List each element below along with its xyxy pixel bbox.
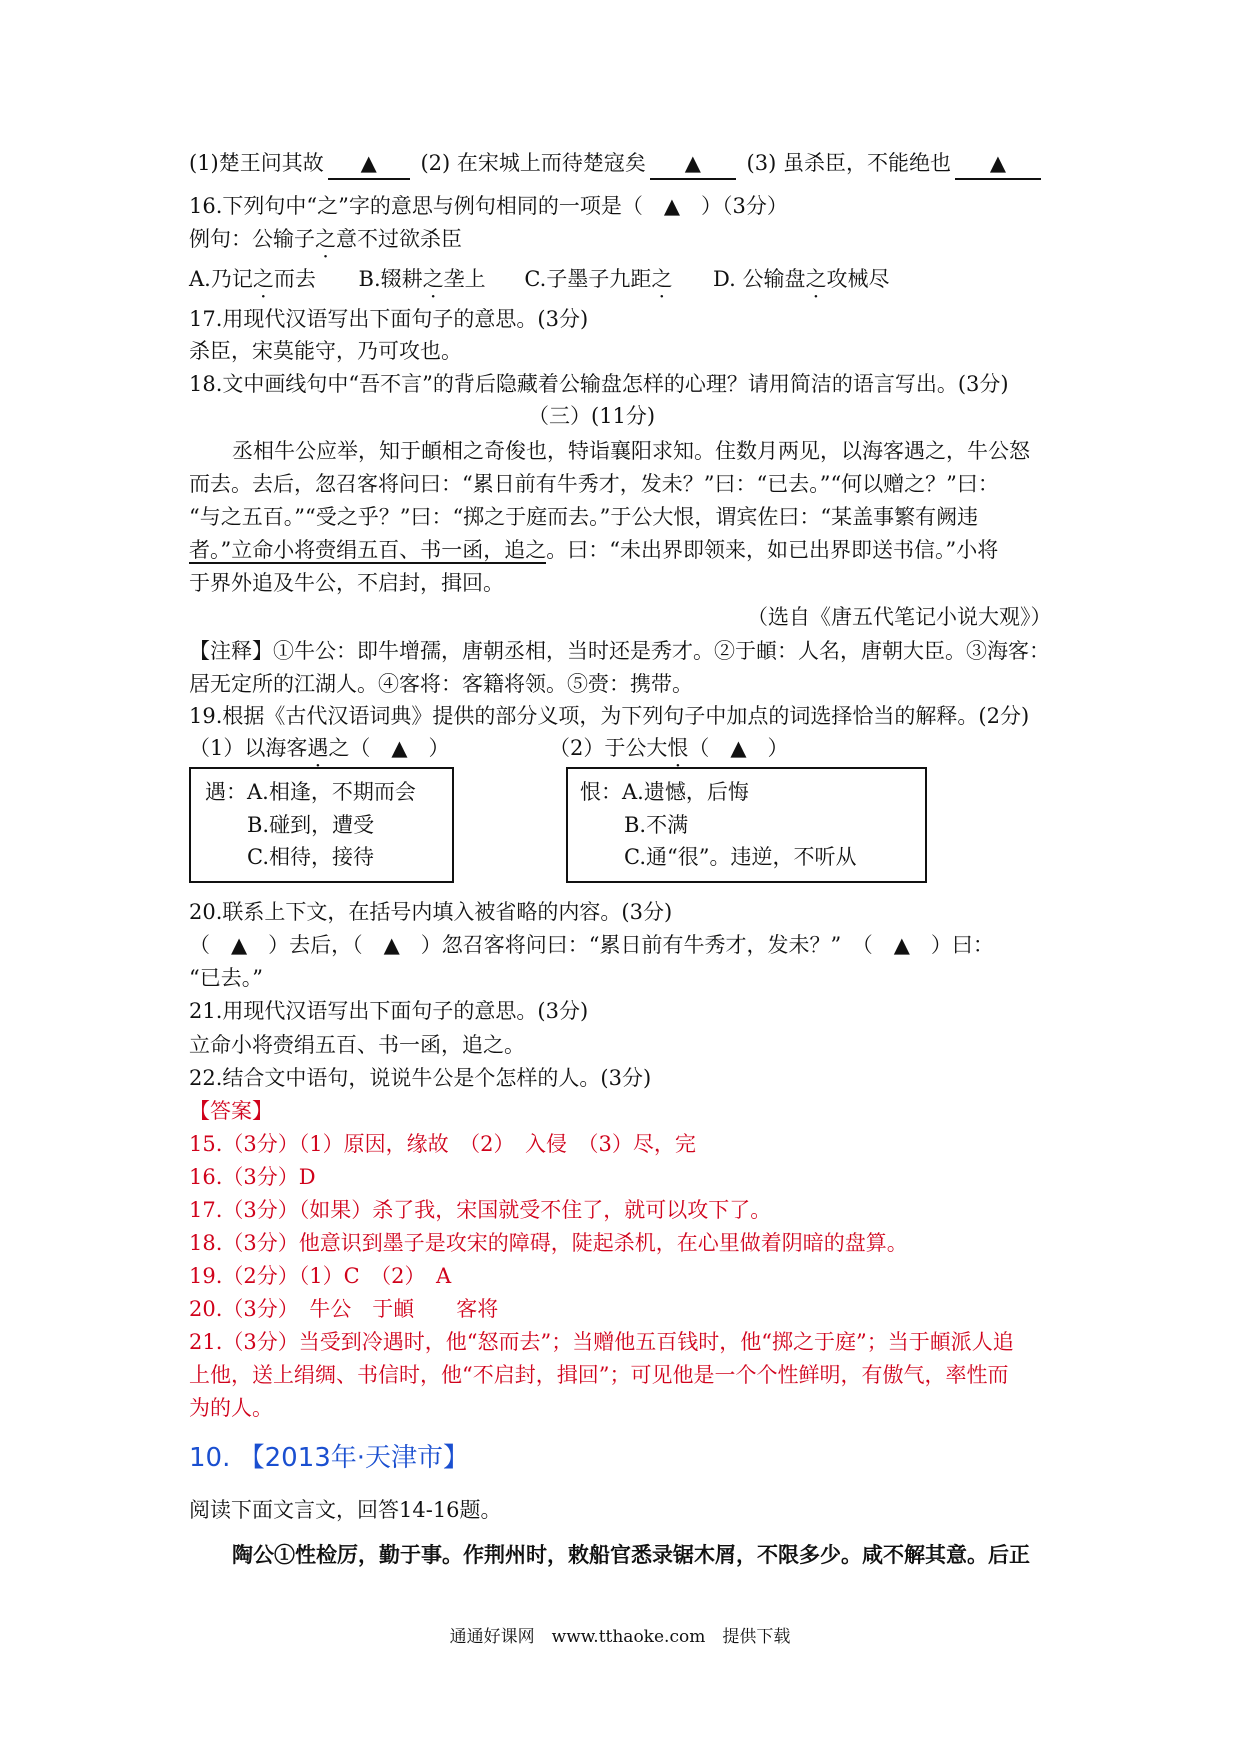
definition-line: C.相待，接待	[247, 845, 374, 869]
answer-line: 18.（3分）他意识到墨子是攻宋的障碍，陡起杀机，在心里做着阴暗的盘算。	[189, 1231, 908, 1255]
q15-fill-line	[189, 148, 1045, 180]
passage-line: 陶公①性检厉，勤于事。作荆州时，敕船官悉录锯木屑，不限多少。咸不解其意。后正	[232, 1542, 1030, 1567]
option-c: C.子墨子九距之	[524, 267, 673, 291]
q15-item-2: (2) 在宋城上而待楚寇矣	[420, 151, 646, 175]
answer-line: 20.（3分） 牛公 于頔 客将	[189, 1297, 499, 1321]
definition-box-yu	[189, 767, 454, 883]
q20-stem: 20.联系上下文，在括号内填入被省略的内容。(3分)	[189, 900, 673, 924]
section-heading: 10. 【2013年·天津市】	[189, 1443, 470, 1473]
underlined-sentence: 者。”立命小将赍绢五百、书一函，追之	[189, 538, 547, 562]
q20-line: “已去。”	[189, 966, 263, 990]
q18-stem: 18.文中画线句中“吾不言”的背后隐藏着公输盘怎样的心理？请用简洁的语言写出。(3分)	[189, 372, 1009, 396]
q21-sentence: 立命小将赍绢五百、书一函，追之。	[189, 1033, 525, 1057]
answer-line: 16.（3分）D	[189, 1165, 316, 1189]
definition-line: C.通“很”。违逆，不听从	[624, 845, 857, 869]
q20-line: （ ▲ ）去后，（ ▲ ）忽召客将问曰：“累日前有牛秀才，发未？” （ ▲ ）曰：	[189, 933, 994, 957]
page-footer: 通通好课网 www.tthaoke.com 提供下载	[449, 1627, 791, 1647]
answer-blank: ▲	[328, 148, 410, 180]
answer-blank: ▲	[650, 148, 736, 180]
passage-line: 而去。去后，忽召客将问曰：“累日前有牛秀才，发未？”曰：“已去。”“何以赠之？”曰：	[189, 472, 999, 496]
answer-line: 为的人。	[189, 1396, 273, 1420]
q17-stem: 17.用现代汉语写出下面句子的意思。(3分)	[189, 307, 589, 331]
definition-box-hen	[566, 767, 927, 883]
answer-line: 15.（3分）（1）原因，缘故 （2） 入侵 （3）尽，完	[189, 1132, 696, 1156]
passage-text: 。曰：“未出界即领来，如已出界即送书信。”小将	[546, 538, 999, 562]
answer-label: 【答案】	[189, 1099, 273, 1123]
q16-example	[189, 224, 462, 254]
definition-line: B.碰到，遭受	[247, 813, 375, 837]
answer-line: 上他，送上绢绸、书信时，他“不启封，揖回”；可见他是一个个性鲜明，有傲气，率性而	[189, 1363, 1009, 1387]
passage-line	[189, 535, 998, 565]
answer-line: 21.（3分）当受到冷遇时，他“怒而去”；当赠他五百钱时，他“掷之于庭”；当于頔派人追	[189, 1330, 1014, 1354]
q19-sub2: （2）于公大恨（ ▲ ）	[549, 736, 789, 760]
answer-blank: ▲	[955, 148, 1041, 180]
q17-sentence: 杀臣，宋莫能守，乃可攻也。	[189, 339, 462, 363]
definition-line: B.不满	[624, 813, 689, 837]
q21-stem: 21.用现代汉语写出下面句子的意思。(3分)	[189, 999, 589, 1023]
q19-sub1: （1）以海客遇之（ ▲ ）	[189, 736, 450, 760]
passage-line: 于界外追及牛公，不启封，揖回。	[189, 571, 504, 595]
q15-item-3: (3) 虽杀臣，不能绝也	[746, 151, 951, 175]
annotation-line: 【注释】①牛公：即牛增孺，唐朝丞相，当时还是秀才。②于頔：人名，唐朝大臣。③海客：	[189, 639, 1050, 663]
q22-stem: 22.结合文中语句，说说牛公是个怎样的人。(3分)	[189, 1066, 652, 1090]
passage-line: 丞相牛公应举，知于頔相之奇俊也，特诣襄阳求知。住数月两见，以海客遇之，牛公怒	[232, 439, 1030, 463]
source-citation: （选自《唐五代笔记小说大观》）	[747, 605, 1052, 629]
q16-options	[189, 264, 889, 294]
example-text: 例句：公输子	[189, 227, 315, 251]
example-text: 意不过欲杀臣	[336, 227, 462, 251]
annotation-line: 居无定所的江湖人。④客将：客籍将领。⑤赍：携带。	[189, 672, 693, 696]
q15-item-1: (1)楚王问其故	[189, 151, 324, 175]
option-b: B.辍耕之垄上	[358, 267, 486, 291]
section-intro: 阅读下面文言文，回答14-16题。	[189, 1498, 502, 1522]
answer-line: 19.（2分）（1）C （2） A	[189, 1264, 452, 1288]
q16-stem: 16.下列句中“之”字的意思与例句相同的一项是（ ▲ ）（3分）	[189, 194, 788, 218]
section-title: （三）(11分)	[528, 404, 656, 428]
dotted-char: 之	[315, 227, 336, 251]
definition-line: 恨：A.遗憾，后悔	[580, 780, 749, 804]
passage-line: “与之五百。”“受之乎？”曰：“掷之于庭而去。”于公大恨，谓宾佐曰：“某盖事繁有阙违	[189, 505, 979, 529]
q19-stem: 19.根据《古代汉语词典》提供的部分义项，为下列句子中加点的词选择恰当的解释。(2分)	[189, 704, 1030, 728]
option-d: D. 公输盘之攻械尽	[713, 267, 890, 291]
answer-line: 17.（3分）（如果）杀了我，宋国就受不住了，就可以攻下了。	[189, 1198, 772, 1222]
definition-line: 遇：A.相逢，不期而会	[205, 780, 416, 804]
option-a: A.乃记之而去	[189, 267, 316, 291]
